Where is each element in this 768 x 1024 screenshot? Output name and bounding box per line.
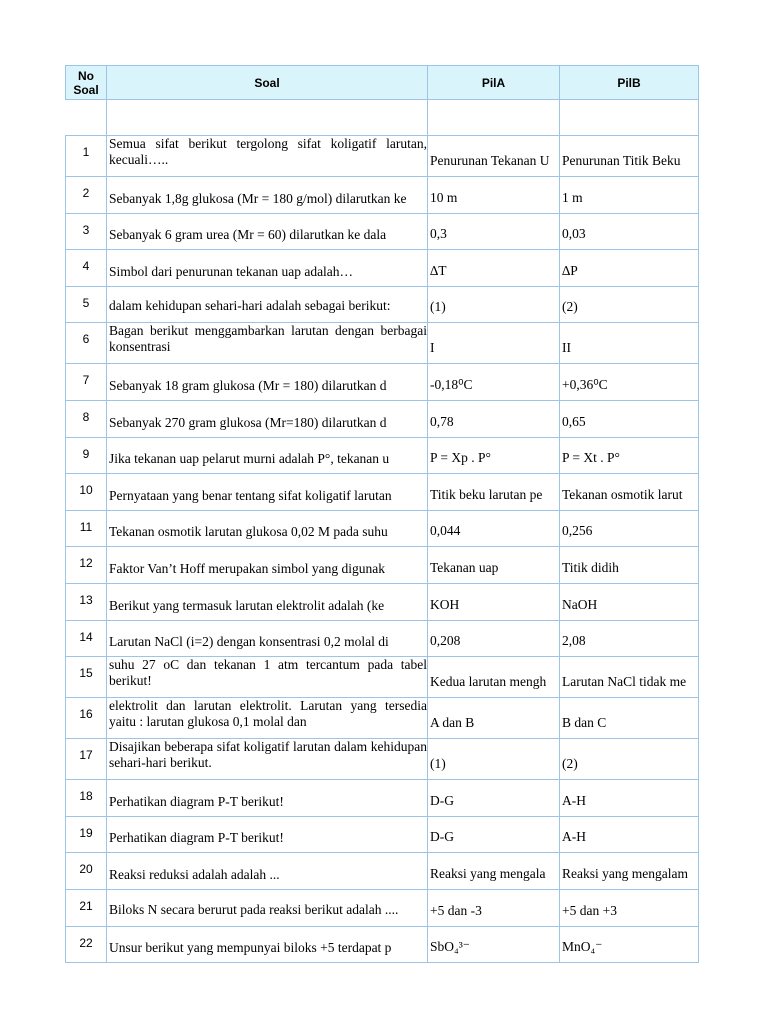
option-b-cell-text: Reaksi yang mengalam (562, 865, 688, 881)
option-b-cell[interactable] (560, 364, 699, 401)
question-number-cell[interactable] (66, 853, 107, 890)
option-a-cell-text: (1) (430, 299, 446, 315)
option-b-cell-text: B dan C (562, 715, 607, 731)
option-a-cell[interactable] (428, 177, 560, 214)
question-number-cell[interactable] (66, 286, 107, 323)
option-b-cell-text: (2) (562, 756, 578, 772)
option-b-cell-text: +0,36⁰C (562, 376, 608, 392)
question-text-cell[interactable] (107, 657, 428, 698)
question-text-cell[interactable] (107, 583, 428, 620)
question-text-cell[interactable] (107, 547, 428, 584)
option-a-cell[interactable] (428, 583, 560, 620)
question-number-cell[interactable] (66, 698, 107, 739)
option-a-cell[interactable] (428, 739, 560, 780)
option-b-cell[interactable] (560, 547, 699, 584)
question-number-cell-text: 20 (79, 862, 93, 877)
option-b-cell[interactable] (560, 400, 699, 437)
table-row (66, 926, 699, 963)
question-text-cell[interactable] (107, 136, 428, 177)
option-a-cell[interactable] (428, 213, 560, 250)
question-number-cell-text: 15 (79, 666, 93, 681)
table-row (66, 474, 699, 511)
question-text-cell-text: Biloks N secara berurut pada reaksi berikut adalah .... (109, 901, 399, 917)
question-text-cell-text: Semua sifat berikut tergolong sifat koligatif larutan, kecuali….. (109, 136, 427, 167)
option-a-cell[interactable] (428, 136, 560, 177)
question-text-cell-text: Sebanyak 1,8g glukosa (Mr = 180 g/mol) dilarutkan ke (109, 190, 407, 206)
option-b-cell[interactable] (560, 213, 699, 250)
blank-cell[interactable] (107, 100, 428, 136)
table-row (66, 816, 699, 853)
question-number-cell[interactable] (66, 437, 107, 474)
option-a-cell[interactable] (428, 323, 560, 364)
option-b-cell[interactable] (560, 323, 699, 364)
question-text-cell-text: Sebanyak 6 gram urea (Mr = 60) dilarutkan ke dala (109, 227, 387, 243)
header-pilb[interactable]: PilB (560, 66, 699, 100)
option-b-cell[interactable] (560, 136, 699, 177)
question-number-cell[interactable] (66, 364, 107, 401)
question-number-cell-text: 2 (82, 186, 90, 200)
option-a-cell[interactable] (428, 364, 560, 401)
option-b-cell[interactable] (560, 620, 699, 657)
option-a-cell[interactable] (428, 780, 560, 817)
question-number-cell-text: 19 (79, 825, 93, 840)
question-number-cell-text: 6 (82, 332, 90, 347)
option-b-cell[interactable] (560, 816, 699, 853)
question-text-cell[interactable] (107, 889, 428, 926)
option-b-cell[interactable] (560, 698, 699, 739)
option-b-cell-text: Titik didih (562, 559, 619, 575)
option-a-cell[interactable] (428, 889, 560, 926)
option-b-cell-text: 0,256 (562, 523, 593, 539)
option-a-cell-text: I (430, 340, 435, 356)
option-b-cell[interactable] (560, 739, 699, 780)
spreadsheet-table (65, 65, 699, 963)
question-number-cell[interactable] (66, 583, 107, 620)
option-b-cell-text: A-H (562, 792, 586, 808)
option-b-cell[interactable] (560, 657, 699, 698)
question-number-cell[interactable] (66, 323, 107, 364)
question-number-cell[interactable] (66, 657, 107, 698)
blank-cell[interactable] (66, 100, 107, 136)
option-b-cell-text: 0,03 (562, 226, 586, 242)
question-text-cell-text: Faktor Van’t Hoff merupakan simbol yang digunak (109, 560, 385, 576)
table-row (66, 136, 699, 177)
option-a-cell[interactable] (428, 286, 560, 323)
question-text-cell-text: Bagan berikut menggambarkan larutan dengan berbagai konsentrasi (109, 323, 427, 355)
table-row (66, 286, 699, 323)
option-a-cell-text: 0,208 (430, 633, 461, 649)
question-text-cell[interactable] (107, 780, 428, 817)
question-text-cell[interactable] (107, 510, 428, 547)
table-row (66, 657, 699, 698)
option-b-cell-text: (2) (562, 299, 578, 315)
option-b-cell-text: P = Xt . P° (562, 450, 620, 466)
table-row (66, 250, 699, 287)
option-b-cell[interactable] (560, 780, 699, 817)
question-text-cell-text: elektrolit dan larutan elektrolit. Larutan yang tersedia yaitu : larutan glukosa 0,1 molal dan (109, 698, 427, 730)
question-number-cell[interactable] (66, 400, 107, 437)
question-text-cell[interactable] (107, 400, 428, 437)
question-number-cell[interactable] (66, 474, 107, 511)
question-text-cell-text: dalam kehidupan sehari-hari adalah sebagai berikut: (109, 298, 391, 314)
option-a-cell-text: KOH (430, 596, 460, 612)
option-b-cell-text: MnO₄⁻ (562, 939, 603, 955)
question-number-cell[interactable] (66, 250, 107, 287)
blank-row (66, 100, 699, 136)
question-text-cell-text: Berikut yang termasuk larutan elektrolit adalah (ke (109, 597, 385, 613)
option-a-cell[interactable] (428, 853, 560, 890)
option-a-cell[interactable] (428, 926, 560, 963)
question-text-cell[interactable] (107, 364, 428, 401)
option-b-cell[interactable] (560, 437, 699, 474)
question-text-cell-text: Tekanan osmotik larutan glukosa 0,02 M pada suhu (109, 524, 388, 540)
table-row (66, 620, 699, 657)
question-number-cell-text: 14 (79, 629, 93, 644)
question-text-cell-text: Perhatikan diagram P-T berikut! (109, 830, 284, 846)
header-no-soal[interactable]: No Soal (66, 66, 107, 100)
option-a-cell-text: Titik beku larutan pe (430, 486, 543, 502)
table-row (66, 698, 699, 739)
table-row (66, 739, 699, 780)
question-text-cell[interactable] (107, 177, 428, 214)
option-b-cell[interactable] (560, 286, 699, 323)
option-a-cell-text: SbO₄³⁻ (430, 939, 470, 955)
option-a-cell[interactable] (428, 547, 560, 584)
question-text-cell-text: Sebanyak 18 gram glukosa (Mr = 180) dilarutkan d (109, 377, 387, 393)
question-number-cell-text: 7 (82, 373, 90, 388)
table-row (66, 583, 699, 620)
option-b-cell-text: NaOH (562, 596, 598, 612)
question-number-cell-text: 9 (82, 446, 90, 461)
question-text-cell[interactable] (107, 698, 428, 739)
option-a-cell-text: 0,78 (430, 413, 454, 429)
option-b-cell-text: Tekanan osmotik larut (562, 486, 683, 502)
table-row (66, 510, 699, 547)
option-b-cell[interactable] (560, 177, 699, 214)
option-a-cell-text: Reaksi yang mengala (430, 865, 546, 881)
option-a-cell[interactable] (428, 437, 560, 474)
question-number-cell-text: 21 (79, 898, 93, 913)
question-number-cell-text: 22 (79, 935, 93, 950)
option-b-cell[interactable] (560, 926, 699, 963)
question-number-cell-text: 4 (82, 259, 90, 274)
option-a-cell-text: A dan B (430, 715, 475, 731)
option-a-cell-text: Tekanan uap (430, 559, 499, 575)
question-text-cell[interactable] (107, 739, 428, 780)
table-row (66, 889, 699, 926)
option-a-cell[interactable] (428, 474, 560, 511)
question-text-cell-text: Jika tekanan uap pelarut murni adalah P°, tekanan u (109, 451, 390, 467)
option-b-cell-text: ∆P (562, 262, 578, 278)
option-a-cell[interactable] (428, 400, 560, 437)
option-a-cell-text: P = Xp . P° (430, 450, 491, 466)
question-text-cell-text: Larutan NaCl (i=2) dengan konsentrasi 0,2 molal di (109, 634, 389, 650)
question-number-cell-text: 1 (82, 145, 90, 159)
option-b-cell-text: 2,08 (562, 633, 586, 649)
option-a-cell-text: (1) (430, 756, 446, 772)
option-b-cell-text: +5 dan +3 (562, 902, 617, 918)
table-row (66, 400, 699, 437)
option-a-cell-text: D-G (430, 792, 454, 808)
question-text-cell-text: Pernyataan yang benar tentang sifat koligatif larutan (109, 487, 392, 503)
question-text-cell[interactable] (107, 213, 428, 250)
option-a-cell[interactable] (428, 510, 560, 547)
question-number-cell[interactable] (66, 510, 107, 547)
question-number-cell[interactable] (66, 136, 107, 177)
option-a-cell-text: -0,18⁰C (430, 376, 473, 392)
question-text-cell[interactable] (107, 816, 428, 853)
question-text-cell-text: Sebanyak 270 gram glukosa (Mr=180) dilarutkan d (109, 414, 387, 430)
option-b-cell[interactable] (560, 583, 699, 620)
table-row (66, 213, 699, 250)
option-a-cell[interactable] (428, 620, 560, 657)
question-number-cell-text: 10 (79, 483, 93, 498)
question-number-cell[interactable] (66, 739, 107, 780)
question-text-cell[interactable] (107, 474, 428, 511)
question-number-cell-text: 13 (79, 592, 93, 607)
question-text-cell[interactable] (107, 286, 428, 323)
table-row (66, 323, 699, 364)
blank-cell[interactable] (428, 100, 560, 136)
option-a-cell-text: ∆T (430, 262, 447, 278)
option-b-cell-text: Larutan NaCl tidak me (562, 674, 687, 690)
question-text-cell-text: Perhatikan diagram P-T berikut! (109, 793, 284, 809)
option-a-cell[interactable] (428, 250, 560, 287)
question-text-cell[interactable] (107, 323, 428, 364)
option-a-cell-text: 10 m (430, 189, 458, 205)
table-row (66, 437, 699, 474)
option-a-cell-text: Kedua larutan mengh (430, 674, 547, 690)
question-text-cell-text: Reaksi reduksi adalah adalah ... (109, 866, 280, 882)
question-text-cell[interactable] (107, 853, 428, 890)
option-b-cell[interactable] (560, 853, 699, 890)
question-number-cell[interactable] (66, 926, 107, 963)
header-pila[interactable]: PilA (428, 66, 560, 100)
question-number-cell-text: 12 (79, 556, 93, 571)
option-b-cell-text: A-H (562, 829, 586, 845)
option-a-cell[interactable] (428, 816, 560, 853)
option-a-cell[interactable] (428, 657, 560, 698)
option-b-cell-text: Penurunan Titik Beku (562, 153, 681, 168)
option-b-cell-text: 1 m (562, 189, 583, 205)
table-row (66, 547, 699, 584)
question-number-cell[interactable] (66, 547, 107, 584)
question-number-cell[interactable] (66, 177, 107, 214)
option-b-cell-text: 0,65 (562, 413, 586, 429)
option-a-cell-text: D-G (430, 829, 454, 845)
question-number-cell-text: 11 (79, 519, 93, 534)
blank-cell[interactable] (560, 100, 699, 136)
table-row (66, 177, 699, 214)
table-row (66, 780, 699, 817)
option-a-cell-text: 0,044 (430, 523, 461, 539)
question-text-cell-text: suhu 27 oC dan tekanan 1 atm tercantum pada tabel berikut! (109, 657, 427, 689)
table-row (66, 364, 699, 401)
question-number-cell[interactable] (66, 780, 107, 817)
option-b-cell[interactable] (560, 250, 699, 287)
question-number-cell-text: 16 (79, 707, 93, 722)
question-text-cell-text: Simbol dari penurunan tekanan uap adalah… (109, 263, 354, 279)
question-number-cell-text: 3 (82, 222, 90, 237)
question-text-cell[interactable] (107, 250, 428, 287)
option-a-cell-text: Penurunan Tekanan U (430, 153, 550, 168)
question-text-cell[interactable] (107, 620, 428, 657)
header-row (66, 66, 699, 100)
question-number-cell-text: 18 (79, 789, 93, 804)
option-a-cell[interactable] (428, 698, 560, 739)
option-a-cell-text: +5 dan -3 (430, 902, 482, 918)
option-b-cell[interactable] (560, 510, 699, 547)
question-number-cell[interactable] (66, 213, 107, 250)
question-text-cell[interactable] (107, 437, 428, 474)
question-text-cell-text: Disajikan beberapa sifat koligatif larutan dalam kehidupan sehari-hari berikut. (109, 739, 427, 771)
option-a-cell-text: 0,3 (430, 226, 447, 242)
question-number-cell-text: 17 (79, 748, 93, 763)
option-b-cell[interactable] (560, 889, 699, 926)
option-b-cell-text: II (562, 340, 571, 356)
question-number-cell[interactable] (66, 816, 107, 853)
question-number-cell-text: 8 (82, 409, 90, 424)
question-number-cell[interactable] (66, 620, 107, 657)
question-text-cell[interactable] (107, 926, 428, 963)
question-text-cell-text: Unsur berikut yang mempunyai biloks +5 terdapat p (109, 940, 392, 956)
header-soal[interactable]: Soal (107, 66, 428, 100)
question-number-cell-text: 5 (82, 295, 90, 310)
question-number-cell[interactable] (66, 889, 107, 926)
table-row (66, 853, 699, 890)
option-b-cell[interactable] (560, 474, 699, 511)
